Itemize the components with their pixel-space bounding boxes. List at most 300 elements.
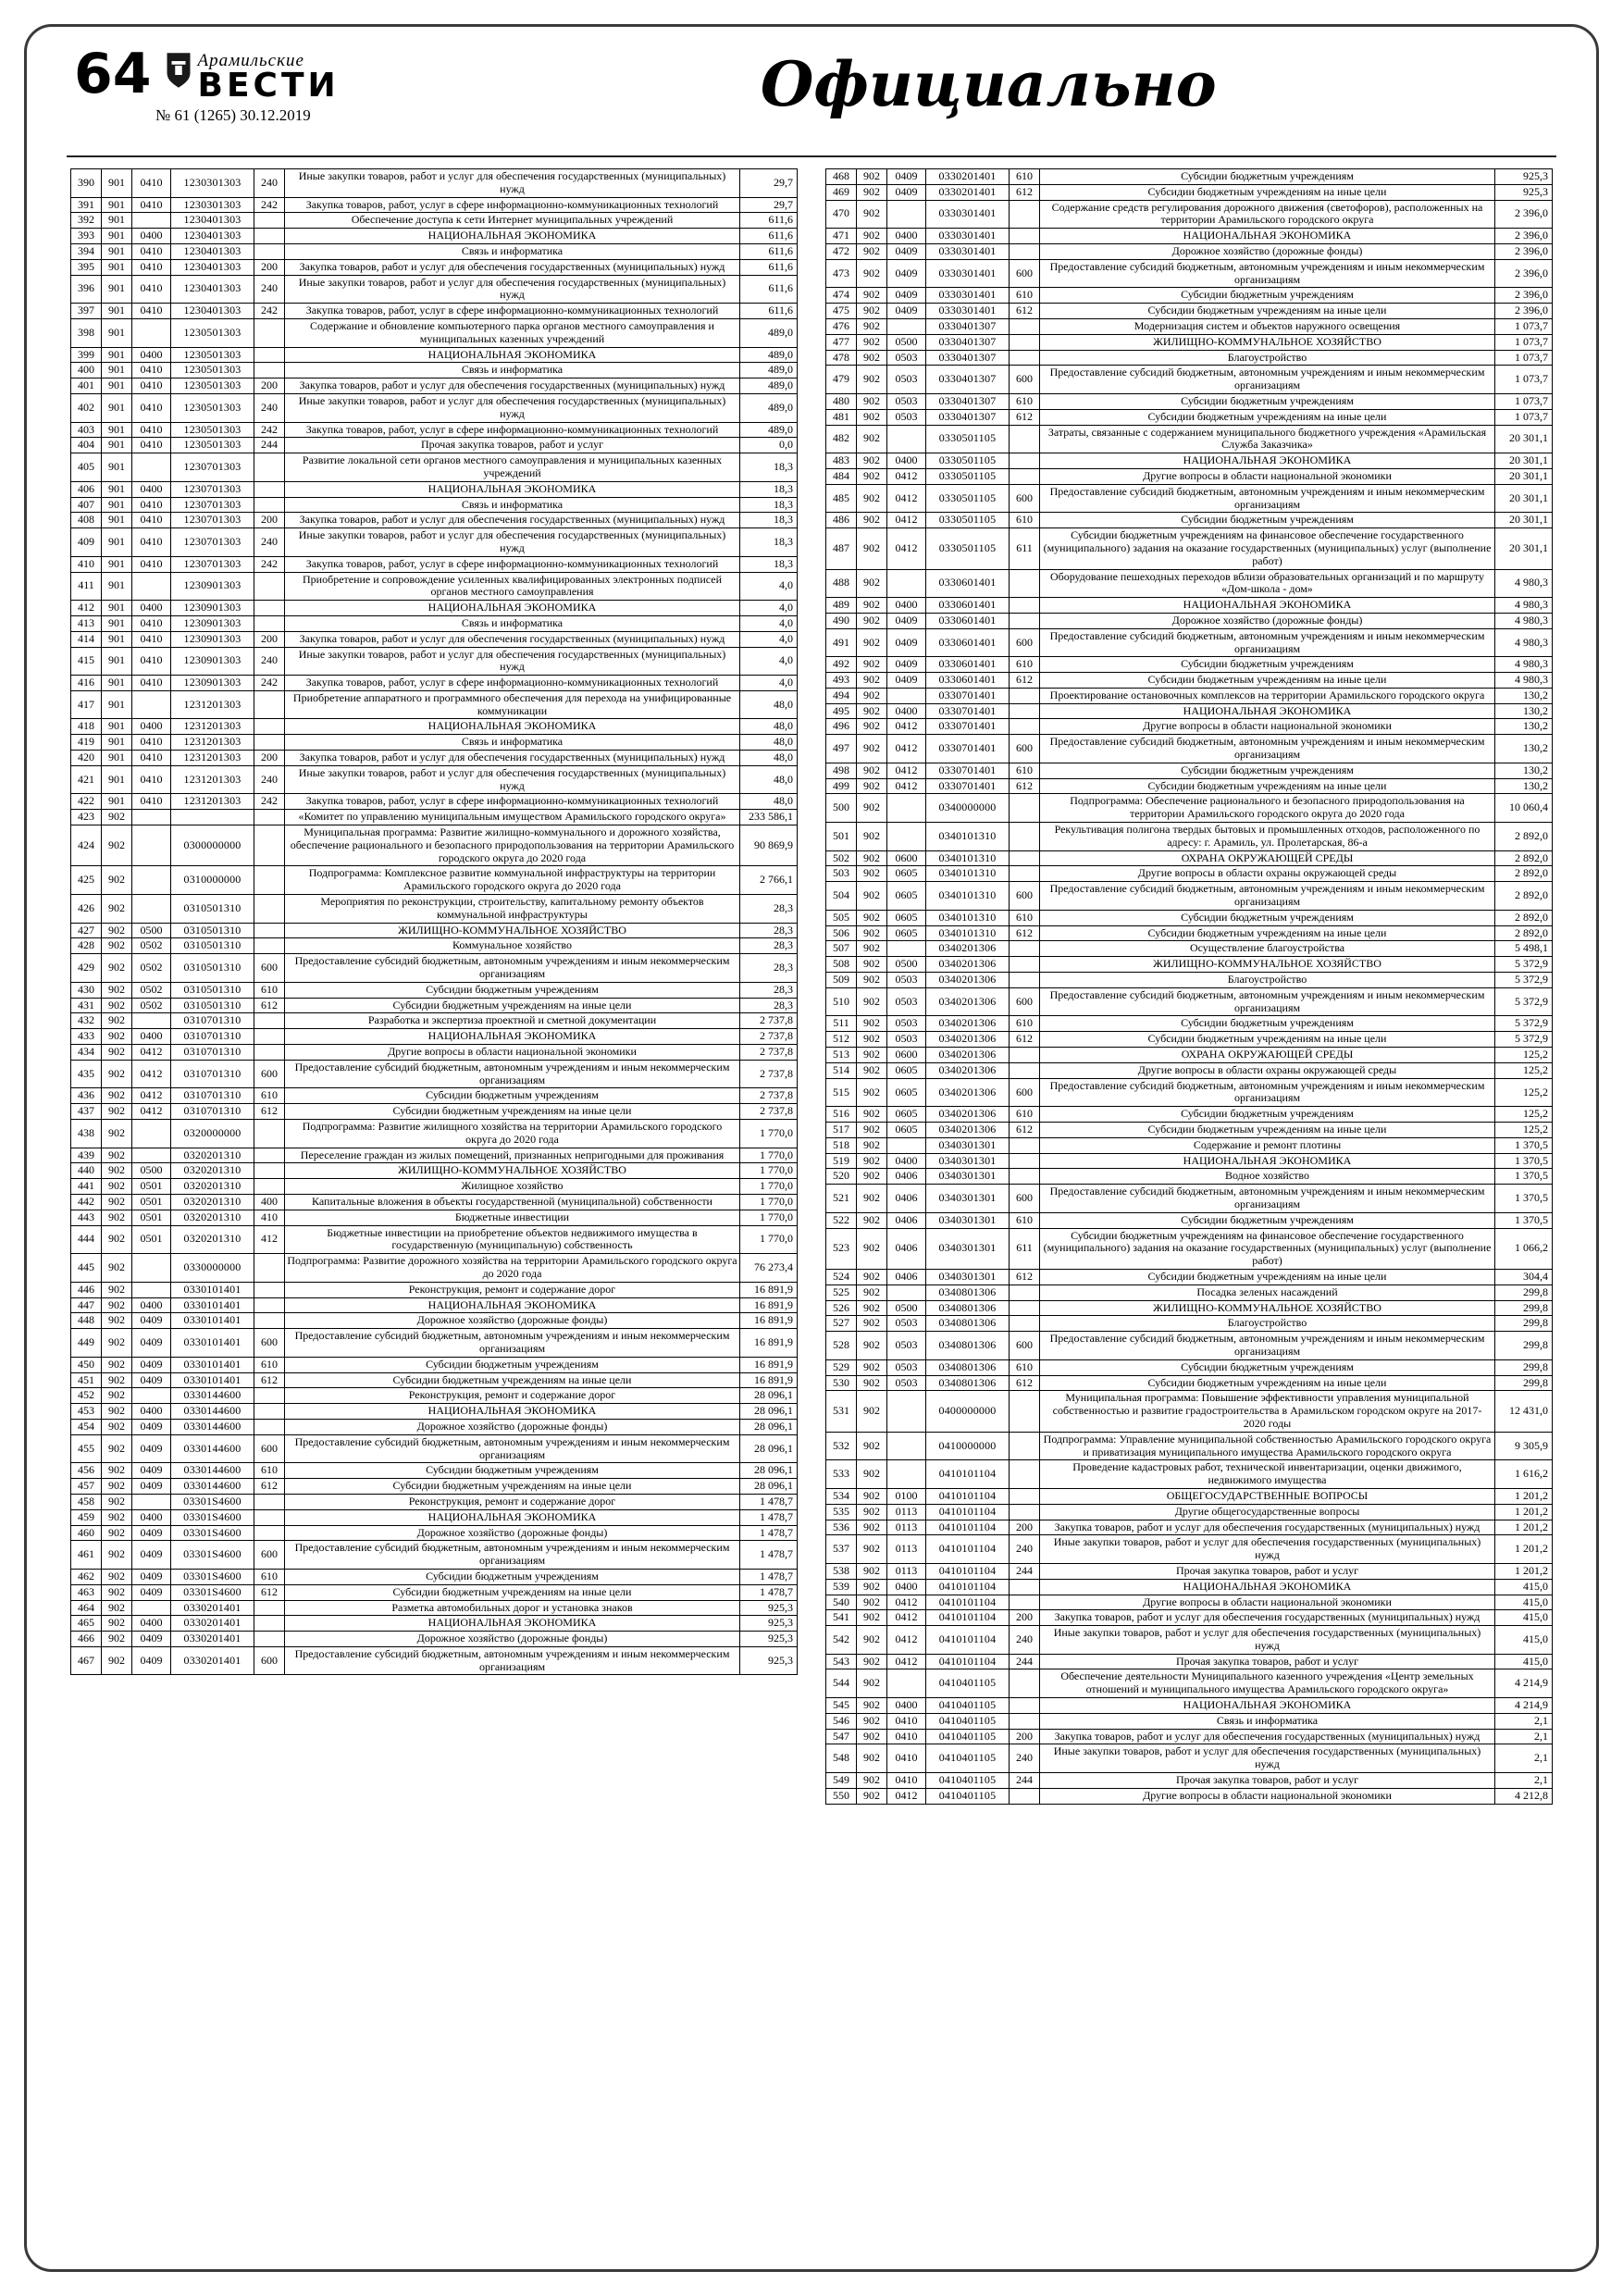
table-cell: 299,8: [1495, 1375, 1553, 1391]
table-cell: 0412: [887, 1788, 926, 1804]
table-cell: НАЦИОНАЛЬНАЯ ЭКОНОМИКА: [1040, 703, 1495, 719]
table-cell: Субсидии бюджетным учреждениям на финансовое обеспечение государственного (муниципального) задания на оказание государственных (муниципальных) услуг (выполнение работ): [1040, 528, 1495, 569]
table-cell: Проведение кадастровых работ, технической инвентаризации, оценки движимого, недвижимого имущества: [1040, 1460, 1495, 1489]
table-cell: 498: [826, 763, 857, 778]
table-cell: ЖИЛИЩНО-КОММУНАЛЬНОЕ ХОЗЯЙСТВО: [1040, 957, 1495, 973]
table-cell: 1 770,0: [740, 1179, 798, 1195]
table-cell: 10 060,4: [1495, 794, 1553, 823]
table-cell: Прочая закупка товаров, работ и услуг: [285, 438, 740, 453]
table-cell: 901: [102, 601, 132, 616]
table-cell: 902: [102, 1479, 132, 1495]
table-row: [71, 982, 798, 998]
table-cell: 0410: [132, 393, 171, 422]
table-cell: 611,6: [740, 275, 798, 304]
table-cell: НАЦИОНАЛЬНАЯ ЭКОНОМИКА: [1040, 1698, 1495, 1714]
table-cell: Субсидии бюджетным учреждениям на иные цели: [285, 1372, 740, 1388]
table-row: [826, 850, 1553, 866]
table-row: [826, 1535, 1553, 1564]
table-cell: 0320201310: [171, 1148, 254, 1163]
section-title: Официально: [760, 48, 1217, 120]
table-cell: [254, 866, 285, 895]
table-cell: Реконструкция, ремонт и содержание дорог: [285, 1494, 740, 1509]
table-cell: 1 370,5: [1495, 1169, 1553, 1185]
table-cell: 1 073,7: [1495, 409, 1553, 425]
table-cell: 902: [857, 1595, 887, 1610]
table-row: [71, 1194, 798, 1210]
table-cell: 0340201306: [926, 1107, 1010, 1123]
table-cell: 2,1: [1495, 1729, 1553, 1744]
table-cell: 0503: [887, 1032, 926, 1048]
table-cell: 416: [71, 676, 102, 691]
table-cell: Благоустройство: [1040, 973, 1495, 988]
table-cell: 125,2: [1495, 1062, 1553, 1078]
table-cell: 525: [826, 1285, 857, 1300]
table-cell: 902: [857, 1729, 887, 1744]
table-row: [826, 598, 1553, 614]
table-cell: 452: [71, 1388, 102, 1404]
table-cell: Другие вопросы в области национальной экономики: [1040, 1788, 1495, 1804]
table-cell: Рекультивация полигона твердых бытовых и промышленных отходов, расположенного по адресу: г. Арамиль, ул. Пролетарская, 86-а: [1040, 823, 1495, 851]
table-cell: 610: [1010, 169, 1040, 185]
table-cell: 4 980,3: [1495, 628, 1553, 657]
table-cell: 0605: [887, 1078, 926, 1107]
table-cell: 901: [102, 765, 132, 794]
table-cell: 411: [71, 572, 102, 601]
table-cell: 0400: [132, 1297, 171, 1313]
table-cell: 503: [826, 866, 857, 882]
table-cell: 0330101401: [171, 1313, 254, 1329]
table-cell: 457: [71, 1479, 102, 1495]
table-cell: 0410101104: [926, 1563, 1010, 1579]
table-cell: 0330701401: [926, 735, 1010, 763]
table-row: [826, 569, 1553, 598]
table-cell: 2 737,8: [740, 1104, 798, 1120]
table-cell: [254, 825, 285, 866]
table-cell: 0330201401: [171, 1646, 254, 1675]
table-cell: 0410401105: [926, 1773, 1010, 1789]
table-cell: 902: [857, 1316, 887, 1332]
table-cell: 536: [826, 1520, 857, 1535]
table-row: [826, 794, 1553, 823]
table-cell: 522: [826, 1212, 857, 1228]
table-cell: 0410401105: [926, 1744, 1010, 1773]
table-row: [826, 1488, 1553, 1504]
table-cell: 612: [1010, 925, 1040, 941]
table-cell: 902: [102, 982, 132, 998]
table-cell: 902: [857, 1654, 887, 1669]
table-cell: 539: [826, 1579, 857, 1595]
table-cell: 0340101310: [926, 823, 1010, 851]
table-row: [71, 1419, 798, 1434]
table-cell: 2 892,0: [1495, 866, 1553, 882]
table-cell: 200: [254, 259, 285, 275]
table-cell: ОХРАНА ОКРУЖАЮЩЕЙ СРЕДЫ: [1040, 850, 1495, 866]
table-cell: [887, 569, 926, 598]
table-cell: 4 214,9: [1495, 1698, 1553, 1714]
table-cell: 902: [857, 941, 887, 957]
table-row: [71, 1297, 798, 1313]
table-cell: 611,6: [740, 213, 798, 229]
table-row: [71, 1600, 798, 1616]
table-cell: 0409: [132, 1419, 171, 1434]
table-cell: ЖИЛИЩНО-КОММУНАЛЬНОЕ ХОЗЯЙСТВО: [285, 1163, 740, 1179]
table-cell: 418: [71, 719, 102, 735]
masthead-name-main: ВЕСТИ: [197, 67, 340, 105]
table-cell: 1230701303: [171, 453, 254, 482]
coat-of-arms-icon: [165, 52, 192, 93]
table-cell: Субсидии бюджетным учреждениям: [285, 982, 740, 998]
table-row: [71, 1509, 798, 1525]
table-row: [71, 1541, 798, 1570]
table-cell: 0409: [887, 259, 926, 288]
table-cell: 419: [71, 735, 102, 751]
table-cell: НАЦИОНАЛЬНАЯ ЭКОНОМИКА: [1040, 1579, 1495, 1595]
table-cell: 0340201306: [926, 1048, 1010, 1063]
table-row: [826, 1048, 1553, 1063]
table-cell: 0409: [132, 1569, 171, 1584]
table-cell: 0330301401: [926, 288, 1010, 304]
table-cell: 445: [71, 1254, 102, 1283]
table-cell: 0501: [132, 1210, 171, 1225]
table-cell: 902: [857, 1773, 887, 1789]
table-cell: 610: [254, 1088, 285, 1104]
table-cell: 0320201310: [171, 1163, 254, 1179]
table-cell: 16 891,9: [740, 1372, 798, 1388]
table-cell: НАЦИОНАЛЬНАЯ ЭКОНОМИКА: [1040, 1153, 1495, 1169]
table-cell: Субсидии бюджетным учреждениям на иные цели: [1040, 304, 1495, 319]
table-cell: 0409: [887, 304, 926, 319]
table-cell: [887, 318, 926, 334]
table-cell: [254, 895, 285, 924]
table-row: [826, 703, 1553, 719]
table-cell: 901: [102, 794, 132, 810]
table-cell: 902: [857, 882, 887, 911]
table-cell: Подпрограмма: Управление муниципальной собственностью Арамильского городского округа и приватизация муниципального имущества Арамильского городского округа: [1040, 1432, 1495, 1460]
table-cell: 497: [826, 735, 857, 763]
table-cell: 0340201306: [926, 1078, 1010, 1107]
table-cell: [887, 200, 926, 229]
header-divider: [67, 155, 1556, 157]
table-row: [826, 1300, 1553, 1316]
table-cell: Мероприятия по реконструкции, строительству, капитальному ремонту объектов коммунальной инфраструктуры: [285, 895, 740, 924]
table-cell: 0410: [132, 528, 171, 557]
table-cell: [254, 1600, 285, 1616]
table-cell: [1010, 350, 1040, 366]
table-cell: [887, 1460, 926, 1489]
table-cell: Разработка и экспертиза проектной и сметной документации: [285, 1013, 740, 1029]
table-row: [826, 1432, 1553, 1460]
table-cell: [1010, 1713, 1040, 1729]
table-cell: 0406: [887, 1269, 926, 1285]
table-cell: [132, 572, 171, 601]
table-cell: 902: [857, 1520, 887, 1535]
table-cell: 901: [102, 631, 132, 647]
table-row: [71, 513, 798, 528]
table-cell: 233 586,1: [740, 810, 798, 825]
table-cell: 20 301,1: [1495, 468, 1553, 484]
table-row: [826, 957, 1553, 973]
table-cell: 0409: [887, 673, 926, 689]
table-cell: 48,0: [740, 735, 798, 751]
table-cell: 0330301401: [926, 243, 1010, 259]
table-cell: 0412: [887, 484, 926, 513]
table-cell: 1230501303: [171, 347, 254, 363]
table-cell: 304,4: [1495, 1269, 1553, 1285]
table-cell: [254, 1632, 285, 1647]
table-cell: 402: [71, 393, 102, 422]
table-cell: 612: [254, 1584, 285, 1600]
table-cell: 901: [102, 229, 132, 244]
table-cell: [1010, 569, 1040, 598]
table-cell: 611,6: [740, 259, 798, 275]
table-cell: Субсидии бюджетным учреждениям на иные цели: [1040, 925, 1495, 941]
table-cell: 240: [254, 393, 285, 422]
table-cell: 242: [254, 676, 285, 691]
table-cell: 200: [1010, 1610, 1040, 1626]
table-cell: 479: [826, 366, 857, 394]
table-cell: Субсидии бюджетным учреждениям на иные цели: [1040, 778, 1495, 794]
table-row: [71, 1463, 798, 1479]
table-cell: 0310701310: [171, 1060, 254, 1088]
table-cell: [254, 1045, 285, 1061]
table-cell: 610: [1010, 1212, 1040, 1228]
table-cell: 0310501310: [171, 954, 254, 983]
table-cell: 459: [71, 1509, 102, 1525]
table-cell: 902: [102, 895, 132, 924]
table-cell: [254, 690, 285, 719]
table-row: [71, 1163, 798, 1179]
table-row: [71, 1584, 798, 1600]
newspaper-logo: [165, 48, 340, 103]
table-cell: 125,2: [1495, 1048, 1553, 1063]
table-cell: 0330701401: [926, 703, 1010, 719]
table-cell: [254, 1179, 285, 1195]
table-cell: [254, 481, 285, 497]
table-row: [71, 528, 798, 557]
table-cell: 130,2: [1495, 703, 1553, 719]
table-cell: [132, 895, 171, 924]
table-cell: 0410: [132, 197, 171, 213]
table-cell: Субсидии бюджетным учреждениям: [1040, 1016, 1495, 1032]
table-row: [71, 895, 798, 924]
table-row: [826, 1285, 1553, 1300]
table-cell: 0330401307: [926, 334, 1010, 350]
table-cell: 0340101310: [926, 925, 1010, 941]
table-cell: 0340201306: [926, 987, 1010, 1016]
table-cell: 1231201303: [171, 735, 254, 751]
table-cell: 481: [826, 409, 857, 425]
table-cell: 415,0: [1495, 1626, 1553, 1655]
table-cell: 0409: [132, 1646, 171, 1675]
table-cell: 125,2: [1495, 1123, 1553, 1138]
table-cell: 0330701401: [926, 719, 1010, 735]
table-cell: 0409: [132, 1632, 171, 1647]
table-cell: 1 770,0: [740, 1163, 798, 1179]
table-cell: Муниципальная программа: Повышение эффективности управления муниципальной собственностью и развитие градостроительства в Арамильском городском округе на 2017-2020 годы: [1040, 1391, 1495, 1432]
table-row: [826, 1563, 1553, 1579]
table-cell: 902: [857, 598, 887, 614]
table-cell: Субсидии бюджетным учреждениям на иные цели: [1040, 1032, 1495, 1048]
table-cell: 299,8: [1495, 1359, 1553, 1375]
table-cell: 901: [102, 528, 132, 557]
table-cell: 0340201306: [926, 941, 1010, 957]
table-cell: 0503: [887, 987, 926, 1016]
table-cell: 901: [102, 676, 132, 691]
table-cell: 611,6: [740, 243, 798, 259]
table-cell: 471: [826, 229, 857, 244]
table-cell: 0330601401: [926, 657, 1010, 673]
table-cell: Закупка товаров, работ и услуг для обеспечения государственных (муниципальных) нужд: [285, 259, 740, 275]
table-cell: 1230501303: [171, 422, 254, 438]
table-cell: 1230901303: [171, 631, 254, 647]
table-cell: 600: [1010, 987, 1040, 1016]
table-cell: ЖИЛИЩНО-КОММУНАЛЬНОЕ ХОЗЯЙСТВО: [1040, 1300, 1495, 1316]
table-cell: 4 980,3: [1495, 657, 1553, 673]
table-cell: [1010, 1504, 1040, 1520]
table-row: [826, 1391, 1553, 1432]
table-row: [71, 765, 798, 794]
table-cell: [254, 318, 285, 347]
table-cell: 0340301301: [926, 1185, 1010, 1213]
table-row: [71, 1616, 798, 1632]
table-cell: 902: [102, 1329, 132, 1358]
table-cell: 0410: [887, 1773, 926, 1789]
table-cell: 446: [71, 1282, 102, 1297]
table-cell: 480: [826, 393, 857, 409]
table-cell: 393: [71, 229, 102, 244]
table-cell: Предоставление субсидий бюджетным, автономным учреждениям и иным некоммерческим организациям: [1040, 259, 1495, 288]
table-cell: 902: [857, 484, 887, 513]
table-cell: 0410: [132, 676, 171, 691]
table-cell: 0412: [887, 1595, 926, 1610]
table-cell: 450: [71, 1357, 102, 1372]
table-cell: 0412: [887, 1626, 926, 1655]
table-cell: 612: [1010, 1269, 1040, 1285]
table-cell: 0605: [887, 1107, 926, 1123]
table-cell: 1230901303: [171, 601, 254, 616]
table-cell: 491: [826, 628, 857, 657]
table-cell: 902: [857, 866, 887, 882]
table-cell: 1 478,7: [740, 1584, 798, 1600]
table-cell: 1230501303: [171, 318, 254, 347]
table-cell: Закупка товаров, работ и услуг для обеспечения государственных (муниципальных) нужд: [285, 379, 740, 394]
table-cell: 902: [857, 850, 887, 866]
table-cell: 0410401105: [926, 1669, 1010, 1698]
table-cell: Иные закупки товаров, работ и услуг для обеспечения государственных (муниципальных) нужд: [1040, 1626, 1495, 1655]
table-cell: 902: [857, 350, 887, 366]
table-cell: 397: [71, 304, 102, 319]
table-row: [826, 1107, 1553, 1123]
table-cell: 0502: [132, 954, 171, 983]
table-cell: 401: [71, 379, 102, 394]
table-cell: [1010, 823, 1040, 851]
table-cell: 902: [857, 763, 887, 778]
table-cell: 529: [826, 1359, 857, 1375]
table-cell: [1010, 973, 1040, 988]
table-cell: 507: [826, 941, 857, 957]
table-row: [826, 468, 1553, 484]
table-cell: 902: [857, 569, 887, 598]
table-cell: 453: [71, 1404, 102, 1420]
table-cell: 1 201,2: [1495, 1563, 1553, 1579]
table-cell: 28 096,1: [740, 1419, 798, 1434]
table-cell: [254, 1120, 285, 1148]
table-cell: [132, 1388, 171, 1404]
table-cell: Прочая закупка товаров, работ и услуг: [1040, 1563, 1495, 1579]
table-cell: 130,2: [1495, 763, 1553, 778]
table-cell: Оборудование пешеходных переходов вблизи образовательных организаций и по маршруту «Дом-школа - дом»: [1040, 569, 1495, 598]
table-cell: 612: [254, 1479, 285, 1495]
table-cell: 20 301,1: [1495, 528, 1553, 569]
table-row: [826, 484, 1553, 513]
table-row: [71, 690, 798, 719]
table-row: [826, 1212, 1553, 1228]
table-cell: 1230401303: [171, 259, 254, 275]
table-cell: 1 201,2: [1495, 1520, 1553, 1535]
table-row: [71, 1225, 798, 1254]
table-cell: 18,3: [740, 453, 798, 482]
table-row: [71, 197, 798, 213]
table-cell: 200: [254, 751, 285, 766]
table-cell: 0330144600: [171, 1404, 254, 1420]
table-cell: 1 073,7: [1495, 350, 1553, 366]
table-cell: 902: [102, 923, 132, 938]
table-cell: 242: [254, 556, 285, 572]
table-cell: 0330201401: [171, 1632, 254, 1647]
issue-date-line: № 61 (1265) 30.12.2019: [155, 106, 311, 124]
table-cell: 1231201303: [171, 690, 254, 719]
table-cell: 0330601401: [926, 628, 1010, 657]
table-cell: 901: [102, 197, 132, 213]
table-cell: 902: [857, 957, 887, 973]
table-cell: 549: [826, 1773, 857, 1789]
table-cell: 548: [826, 1744, 857, 1773]
table-cell: 28,3: [740, 982, 798, 998]
table-row: [71, 363, 798, 379]
table-cell: [254, 938, 285, 954]
table-cell: 466: [71, 1632, 102, 1647]
table-cell: 0503: [887, 1316, 926, 1332]
table-cell: 2 737,8: [740, 1045, 798, 1061]
table-cell: 0410: [132, 794, 171, 810]
table-cell: 902: [857, 1359, 887, 1375]
table-cell: 612: [1010, 1032, 1040, 1048]
table-cell: 612: [1010, 409, 1040, 425]
table-row: [71, 923, 798, 938]
table-cell: Предоставление субсидий бюджетным, автономным учреждениям и иным некоммерческим организациям: [1040, 735, 1495, 763]
table-cell: 0400000000: [926, 1391, 1010, 1432]
table-cell: [132, 690, 171, 719]
table-cell: 0400: [887, 453, 926, 469]
table-cell: 0501: [132, 1194, 171, 1210]
table-cell: 0400: [132, 229, 171, 244]
table-cell: 18,3: [740, 528, 798, 557]
table-row: [826, 409, 1553, 425]
table-cell: 901: [102, 318, 132, 347]
table-row: [826, 1016, 1553, 1032]
table-cell: 299,8: [1495, 1300, 1553, 1316]
table-cell: 0410101104: [926, 1610, 1010, 1626]
table-cell: 4,0: [740, 631, 798, 647]
table-cell: 902: [102, 1388, 132, 1404]
table-row: [826, 1316, 1553, 1332]
table-cell: Прочая закупка товаров, работ и услуг: [1040, 1773, 1495, 1789]
table-cell: [1010, 453, 1040, 469]
table-cell: 902: [102, 1419, 132, 1434]
table-cell: 0410401105: [926, 1713, 1010, 1729]
table-cell: [254, 243, 285, 259]
table-cell: 390: [71, 169, 102, 198]
